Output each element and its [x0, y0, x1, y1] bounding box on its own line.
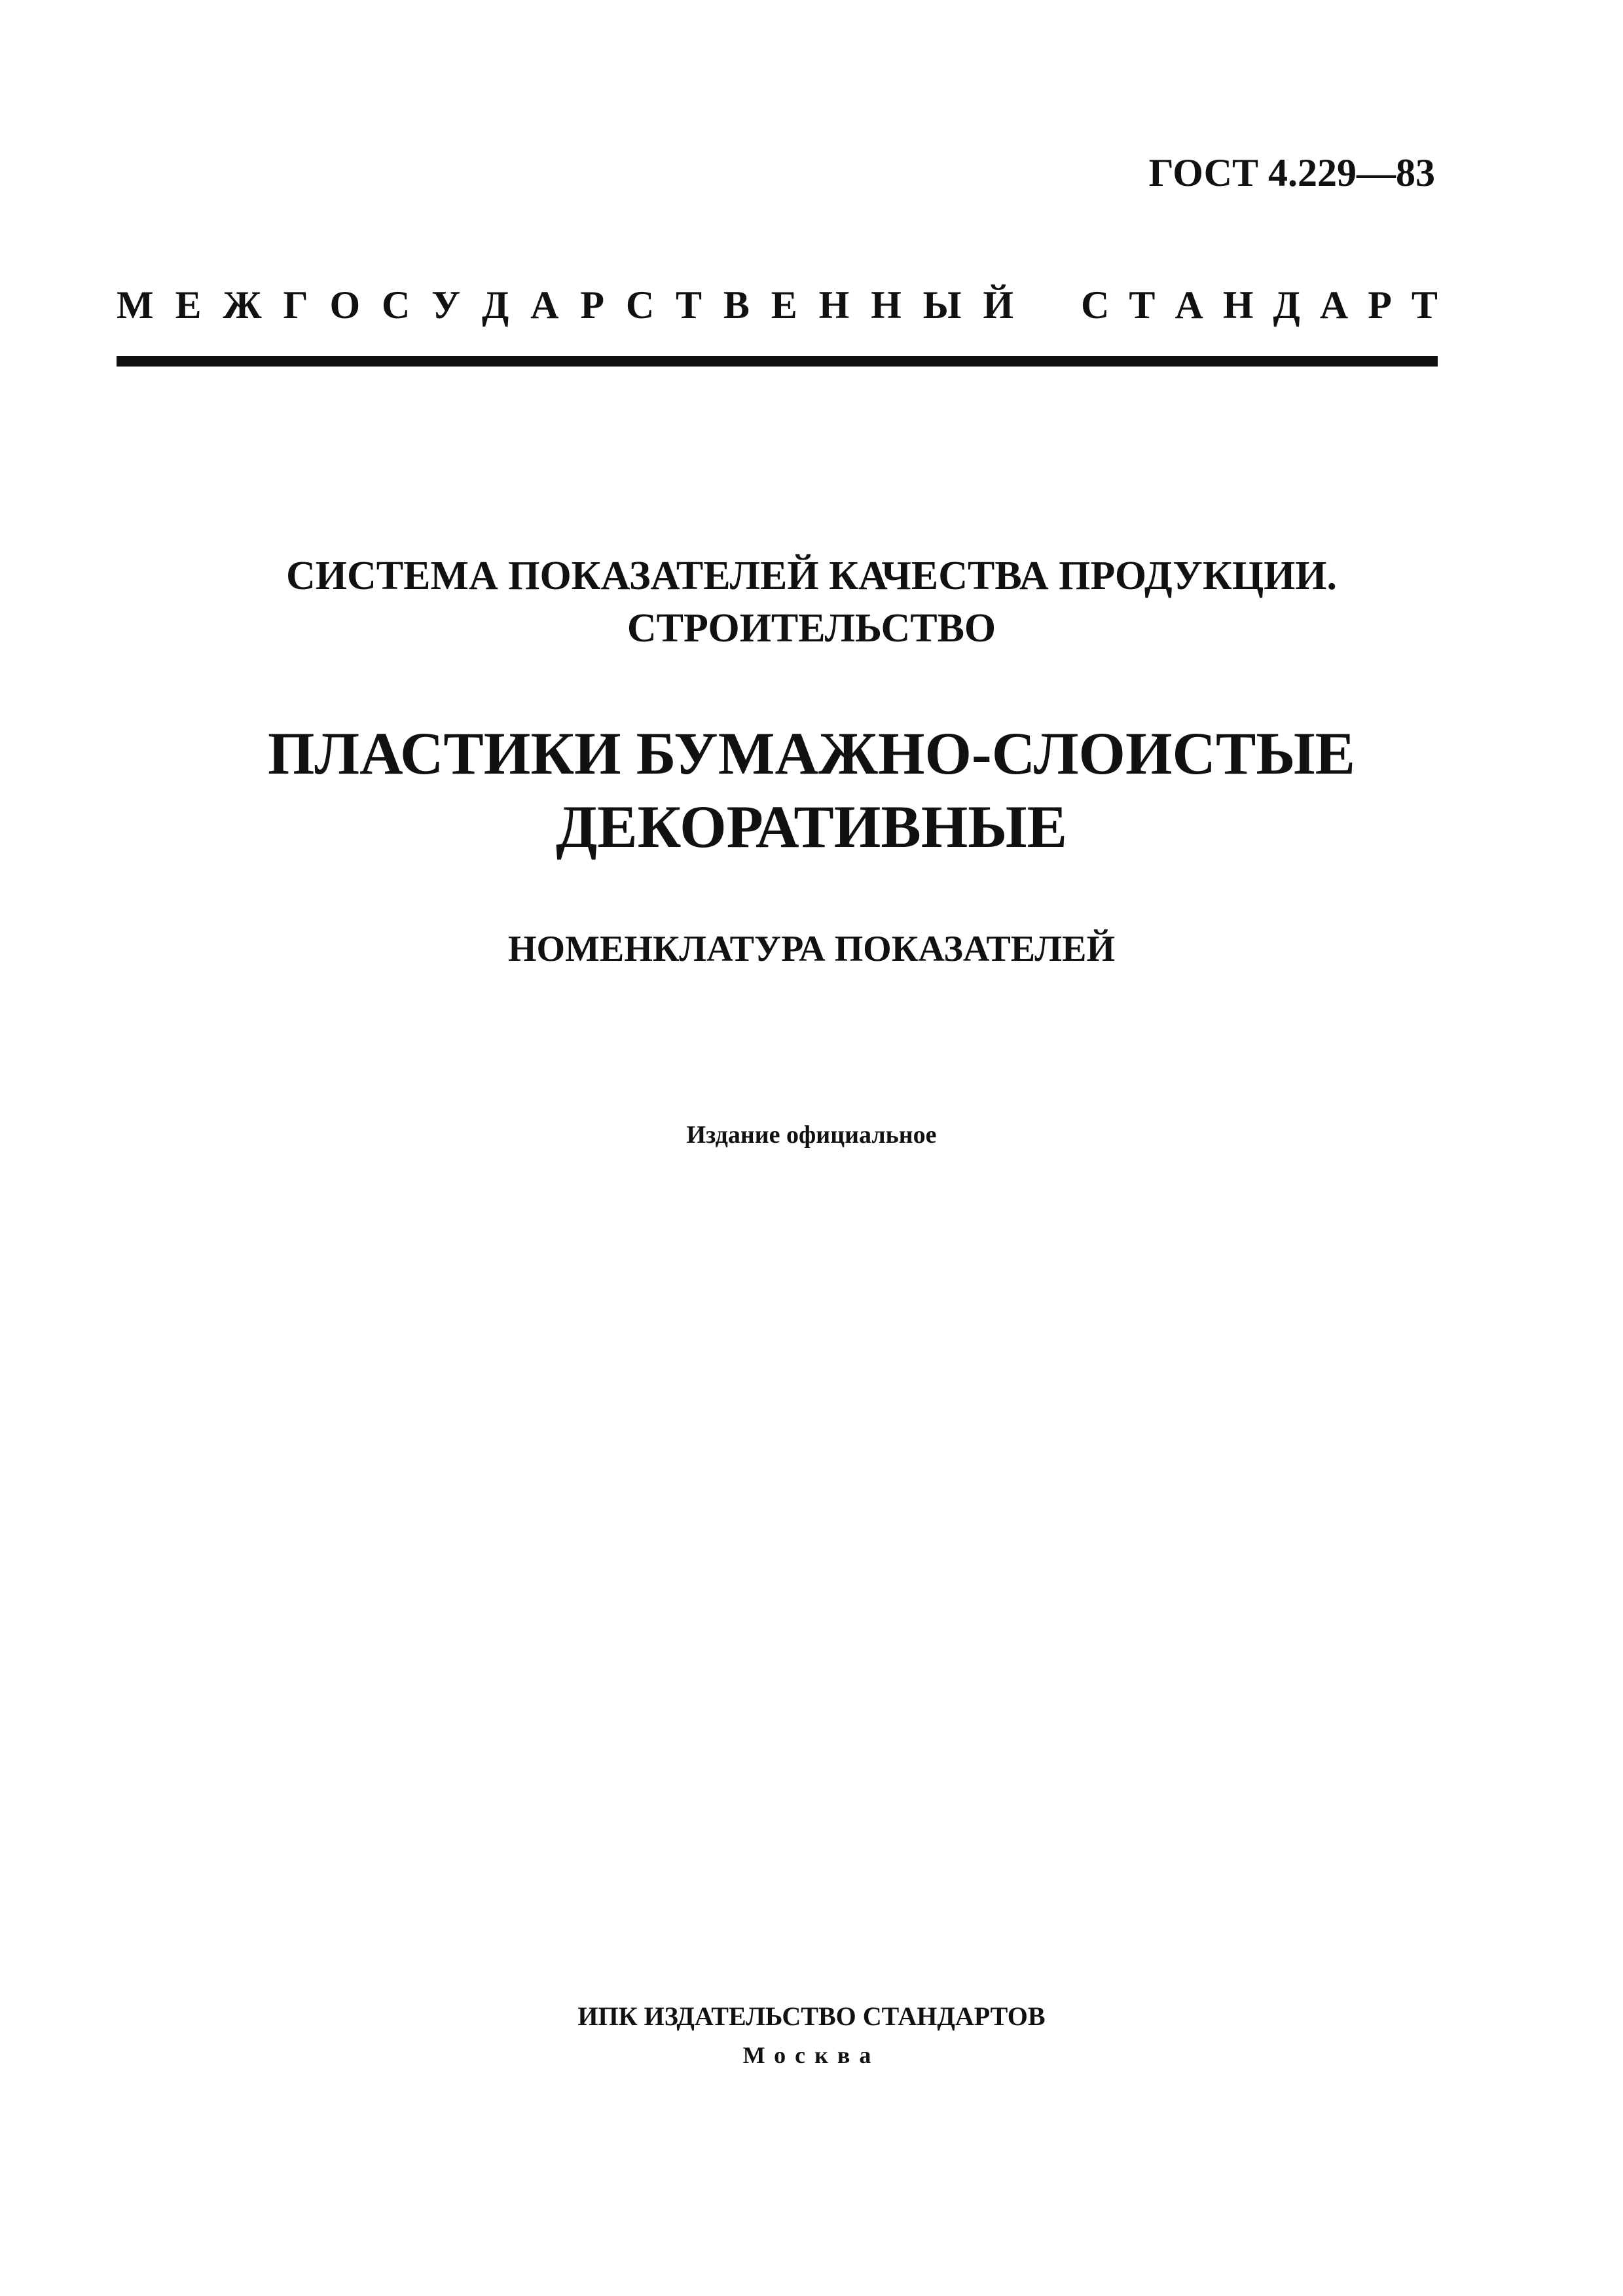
standard-type-letter: Д: [1273, 283, 1300, 327]
standard-type-letter: Н: [871, 283, 902, 327]
standard-type-letter: Е: [175, 283, 202, 327]
standard-type-letter: А: [1319, 283, 1349, 327]
standard-type-letter: С: [382, 283, 410, 327]
header-rule: [117, 356, 1438, 367]
standard-type-letter: Ж: [223, 283, 262, 327]
standard-type-letter: Г: [283, 283, 308, 327]
standard-type-letter: В: [723, 283, 750, 327]
standard-type-letter: С: [625, 283, 655, 327]
publisher-name: ИПК ИЗДАТЕЛЬСТВО СТАНДАРТОВ: [577, 2001, 1046, 2031]
standard-type-letter: У: [431, 283, 461, 327]
main-title: [0, 717, 1623, 863]
standard-type-word: [1081, 285, 1438, 325]
standard-type-letter: С: [1081, 283, 1110, 327]
standard-type-letter: Е: [771, 283, 797, 327]
standard-type-banner: [117, 285, 1438, 325]
publisher-city: Москва: [742, 2042, 881, 2068]
series-title: [0, 550, 1623, 655]
standard-type-letter: А: [530, 283, 559, 327]
main-title-line: ПЛАСТИКИ БУМАЖНО-СЛОИСТЫЕ: [267, 720, 1356, 787]
standard-type-letter: Й: [983, 283, 1013, 327]
standard-type-letter: Н: [818, 283, 850, 327]
standard-type-letter: Р: [580, 283, 604, 327]
standard-type-letter: А: [1175, 283, 1203, 327]
document-subtitle: НОМЕНКЛАТУРА ПОКАЗАТЕЛЕЙ: [507, 929, 1116, 969]
standard-type-letter: Ы: [922, 283, 962, 327]
series-title-line: СИСТЕМА ПОКАЗАТЕЛЕЙ КАЧЕСТВА ПРОДУКЦИИ.: [285, 554, 1338, 598]
standard-type-letter: Т: [675, 283, 702, 327]
main-title-line: ДЕКОРАТИВНЫЕ: [556, 793, 1067, 860]
standard-type-letter: Н: [1222, 283, 1254, 327]
standard-type-letter: Р: [1368, 283, 1392, 327]
document-number: ГОСТ 4.229—83: [1148, 151, 1435, 194]
standard-type-word: [117, 285, 1013, 325]
standard-type-letter: О: [329, 283, 361, 327]
standard-type-letter: Д: [482, 283, 509, 327]
series-title-line: СТРОИТЕЛЬСТВО: [627, 606, 996, 651]
standard-type-letter: Т: [1129, 283, 1156, 327]
standard-type-letter: Т: [1411, 283, 1438, 327]
standard-type-letter: М: [117, 283, 154, 327]
edition-note: Издание официальное: [686, 1121, 937, 1149]
